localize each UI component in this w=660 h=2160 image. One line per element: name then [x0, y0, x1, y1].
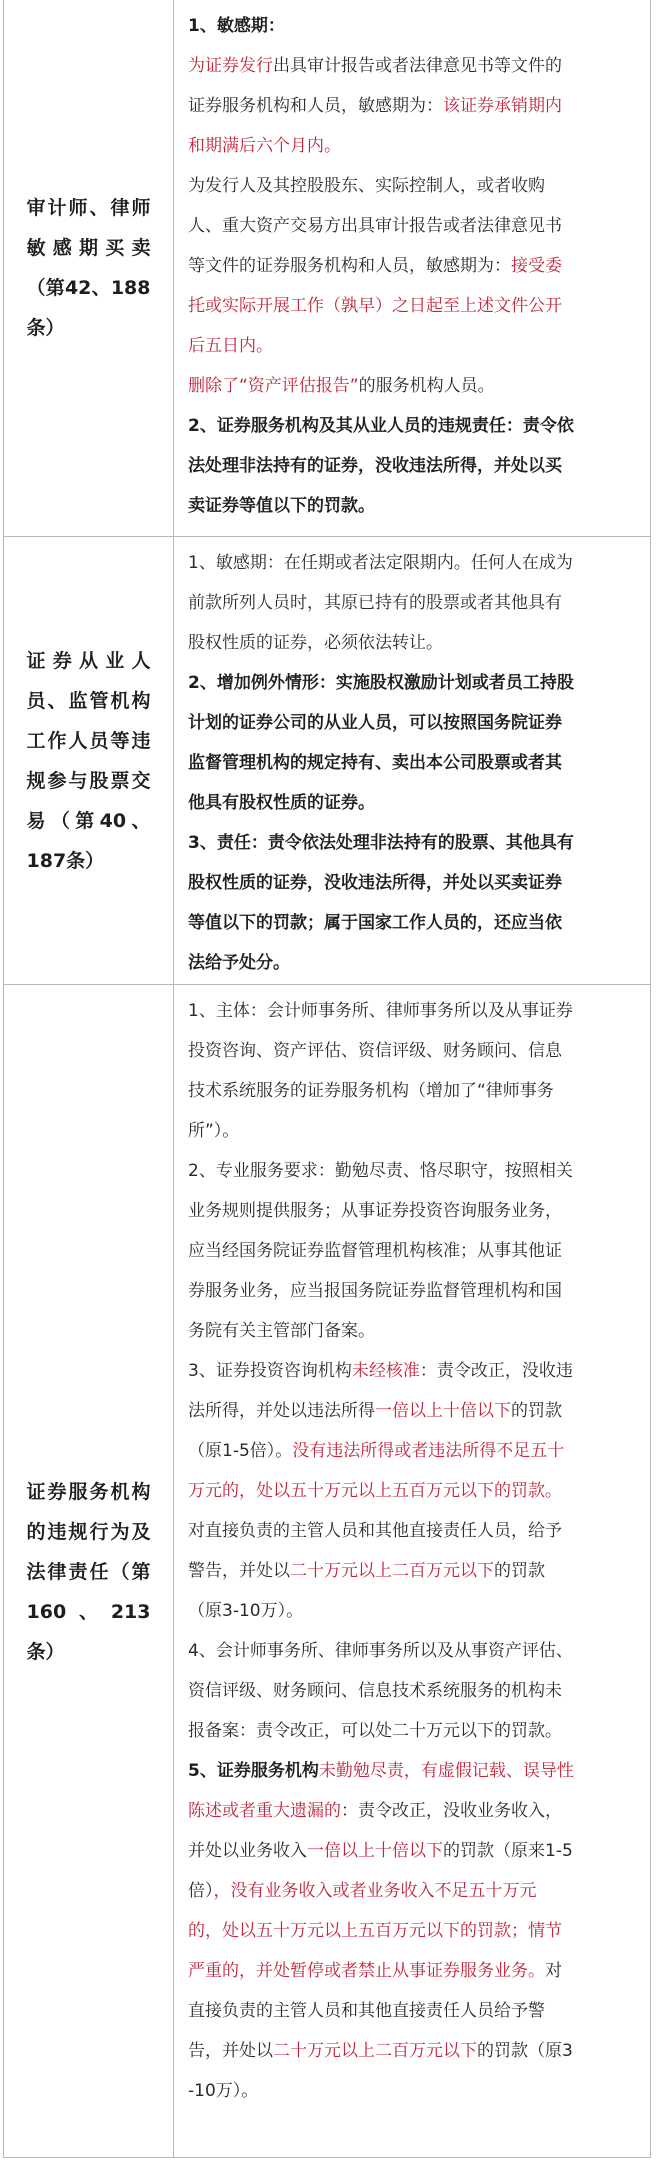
highlighted-text: 和期满后六个月内。 — [188, 136, 341, 156]
text-segment: 报备案：责令改正，可以处二十万元以下的罚款。 — [188, 1721, 562, 1741]
table-row — [4, 984, 650, 2158]
highlighted-text: 托或实际开展工作（孰早）之日起至上述文件公开 — [188, 296, 562, 316]
content-line — [188, 126, 632, 166]
highlighted-text: 二十万元以上二百万元以下 — [273, 2041, 477, 2061]
content-line — [188, 1791, 632, 1831]
content-line — [188, 406, 632, 446]
row-label: 证券从业人员、监管机构工作人员等违规参与股票交易（第40、187条） — [26, 649, 151, 872]
content-line — [188, 166, 632, 206]
text-segment: 证券服务机构和人员，敏感期为： — [188, 96, 443, 116]
highlighted-text: 未经核准 — [351, 1361, 420, 1381]
content-line — [188, 206, 632, 246]
content-line — [188, 1271, 632, 1311]
content-line — [188, 1311, 632, 1351]
text-segment: 务院有关主管部门备案。 — [188, 1321, 375, 1341]
content-line — [188, 1151, 632, 1191]
text-segment: ：责令改正，没收违 — [419, 1361, 573, 1381]
regulation-table — [3, 0, 651, 2158]
text-segment: 券服务业务，应当报国务院证券监督管理机构和国 — [188, 1281, 562, 1301]
text-segment: 股权性质的证券，没收违法所得，并处以买卖证券 — [188, 873, 562, 893]
text-segment: 为发行人及其控股股东、实际控制人，或者收购 — [188, 176, 545, 196]
text-segment: 1、主体：会计师事务所、律师事务所以及从事证券 — [188, 1001, 573, 1021]
content-line — [188, 703, 632, 743]
row-label-cell — [4, 0, 174, 536]
text-segment: 3、责任：责令依法处理非法持有的股票、其他具有 — [188, 833, 574, 853]
text-segment: 监督管理机构的规定持有、卖出本公司股票或者其 — [188, 753, 562, 773]
content-line — [188, 1391, 632, 1431]
content-line — [188, 863, 632, 903]
content-line — [188, 486, 632, 526]
text-segment: 投资咨询、资产评估、资信评级、财务顾问、信息 — [188, 1041, 562, 1061]
content-line — [188, 1711, 632, 1751]
row-content-cell — [174, 537, 650, 984]
text-segment: 计划的证券公司的从业人员，可以按照国务院证券 — [188, 713, 562, 733]
text-segment: 技术系统服务的证券服务机构（增加了“律师事务 — [188, 1081, 554, 1101]
text-segment: 2、证券服务机构及其从业人员的违规责任：责令依 — [188, 416, 574, 436]
table-row — [4, 536, 650, 984]
highlighted-text: 该证券承销期内 — [443, 96, 562, 116]
content-line — [188, 1351, 632, 1391]
content-line — [188, 1031, 632, 1071]
text-segment: （原3-10万）。 — [188, 1601, 304, 1621]
content-line — [188, 1431, 632, 1471]
highlighted-text: 的，处以五十万元以上五百万元以下的罚款； — [188, 1921, 528, 1941]
content-line — [188, 1591, 632, 1631]
text-segment: 出具审计报告或者法律意见书等文件的 — [273, 56, 562, 76]
content-line — [188, 2071, 632, 2111]
content-line — [188, 823, 632, 863]
text-segment: 对 — [545, 1961, 562, 1981]
text-segment: 2、增加例外情形：实施股权激励计划或者员工持股 — [188, 673, 574, 693]
content-line — [188, 1471, 632, 1511]
content-line — [188, 86, 632, 126]
text-segment: 的服务机构人员。 — [358, 376, 495, 396]
text-segment: 的罚款 — [511, 1401, 562, 1421]
text-segment: -10万）。 — [188, 2081, 259, 2101]
text-segment: 5、证券服务机构 — [188, 1761, 319, 1781]
text-segment: 3、证券投资咨询机构 — [188, 1361, 352, 1381]
text-segment: 法处理非法持有的证券，没收违法所得，并处以买 — [188, 456, 562, 476]
text-segment: 的罚款 — [494, 1561, 545, 1581]
text-segment: 的罚款（原3 — [477, 2041, 573, 2061]
highlighted-text: 接受委 — [511, 256, 562, 276]
highlighted-text: 情节 — [528, 1921, 562, 1941]
row-content-cell — [174, 0, 650, 536]
content-line — [188, 366, 632, 406]
text-segment: 法所得，并处以违法所得 — [188, 1401, 375, 1421]
text-segment: 人、重大资产交易方出具审计报告或者法律意见书 — [188, 216, 562, 236]
highlighted-text: ，没有业务收入或者业务收入不足五十万元 — [213, 1881, 537, 1901]
text-segment: 告，并处以 — [188, 2041, 273, 2061]
highlighted-text: 二十万元以上二百万元以下 — [290, 1561, 494, 1581]
content-line — [188, 1671, 632, 1711]
highlighted-text: 删除了“资产评估报告” — [188, 376, 359, 396]
content-line — [188, 1631, 632, 1671]
row-label-cell — [4, 985, 174, 2158]
text-segment: 应当经国务院证券监督管理机构核准；从事其他证 — [188, 1241, 562, 1261]
text-segment: 卖证券等值以下的罚款。 — [188, 496, 375, 516]
content-line — [188, 943, 632, 983]
content-line — [188, 663, 632, 703]
highlighted-text: 万元的，处以五十万元以上五百万元以下的罚款。 — [188, 1481, 562, 1501]
text-segment: ：责令改正，没收业务收入， — [341, 1801, 562, 1821]
text-segment: 并处以业务收入 — [188, 1841, 307, 1861]
text-segment: 业务规则提供服务；从事证券投资咨询服务业务， — [188, 1201, 562, 1221]
content-line — [188, 1751, 632, 1791]
content-line — [188, 1111, 632, 1151]
text-segment: 倍） — [188, 1881, 214, 1901]
highlighted-text: 没有违法所得或者违法所得不足五十 — [292, 1441, 565, 1461]
content-line — [188, 1071, 632, 1111]
highlighted-text: 为证券发行 — [188, 56, 273, 76]
text-segment: 他具有股权性质的证券。 — [188, 793, 375, 813]
text-segment: 前款所列人员时，其原已持有的股票或者其他具有 — [188, 593, 562, 613]
content-line — [188, 1911, 632, 1951]
highlighted-text: 未勤勉尽责，有虚假记载、误导性 — [318, 1761, 574, 1781]
content-line — [188, 1871, 632, 1911]
content-line — [188, 543, 632, 583]
text-segment: 1、敏感期： — [188, 16, 285, 36]
text-segment: 1、敏感期：在任期或者法定限期内。任何人在成为 — [188, 553, 573, 573]
content-line — [188, 1831, 632, 1871]
content-line — [188, 1511, 632, 1551]
content-line — [188, 1951, 632, 1991]
text-segment: 警告，并处以 — [188, 1561, 290, 1581]
content-line — [188, 46, 632, 86]
content-line — [188, 783, 632, 823]
row-label-cell — [4, 537, 174, 984]
text-segment: 2、专业服务要求：勤勉尽责、恪尽职守，按照相关 — [188, 1161, 573, 1181]
content-line — [188, 991, 632, 1031]
text-segment: （原1-5倍）。 — [188, 1441, 293, 1461]
content-line — [188, 1991, 632, 2031]
highlighted-text: 陈述或者重大遗漏的 — [188, 1801, 341, 1821]
highlighted-text: 一倍以上十倍以下 — [307, 1841, 443, 1861]
highlighted-text: 一倍以上十倍以下 — [375, 1401, 511, 1421]
text-segment: 等值以下的罚款；属于国家工作人员的，还应当依 — [188, 913, 562, 933]
text-segment: 直接负责的主管人员和其他直接责任人员给予警 — [188, 2001, 545, 2021]
content-line — [188, 1231, 632, 1271]
content-line — [188, 1551, 632, 1591]
row-content-cell — [174, 985, 650, 2158]
row-label: 审计师、律师敏感期买卖（第42、188条） — [26, 197, 151, 339]
text-segment: 对直接负责的主管人员和其他直接责任人员，给予 — [188, 1521, 562, 1541]
content-line — [188, 1191, 632, 1231]
content-line — [188, 2031, 632, 2071]
text-segment: 股权性质的证券，必须依法转让。 — [188, 633, 443, 653]
highlighted-text: 严重的，并处暂停或者禁止从事证券服务业务。 — [188, 1961, 545, 1981]
text-segment: 的罚款（原来1-5 — [443, 1841, 573, 1861]
text-segment: 法给予处分。 — [188, 953, 290, 973]
content-line — [188, 903, 632, 943]
text-segment: 所”）。 — [188, 1121, 240, 1141]
content-line — [188, 6, 632, 46]
content-line — [188, 326, 632, 366]
content-line — [188, 743, 632, 783]
content-line — [188, 446, 632, 486]
row-label: 证券服务机构的违规行为及法律责任（第160、213条） — [26, 1480, 151, 1663]
content-line — [188, 583, 632, 623]
table-row — [4, 0, 650, 536]
content-line — [188, 623, 632, 663]
content-line — [188, 246, 632, 286]
text-segment: 资信评级、财务顾问、信息技术系统服务的机构未 — [188, 1681, 562, 1701]
content-line — [188, 286, 632, 326]
highlighted-text: 后五日内。 — [188, 336, 273, 356]
text-segment: 等文件的证券服务机构和人员，敏感期为： — [188, 256, 511, 276]
text-segment: 4、会计师事务所、律师事务所以及从事资产评估、 — [188, 1641, 573, 1661]
